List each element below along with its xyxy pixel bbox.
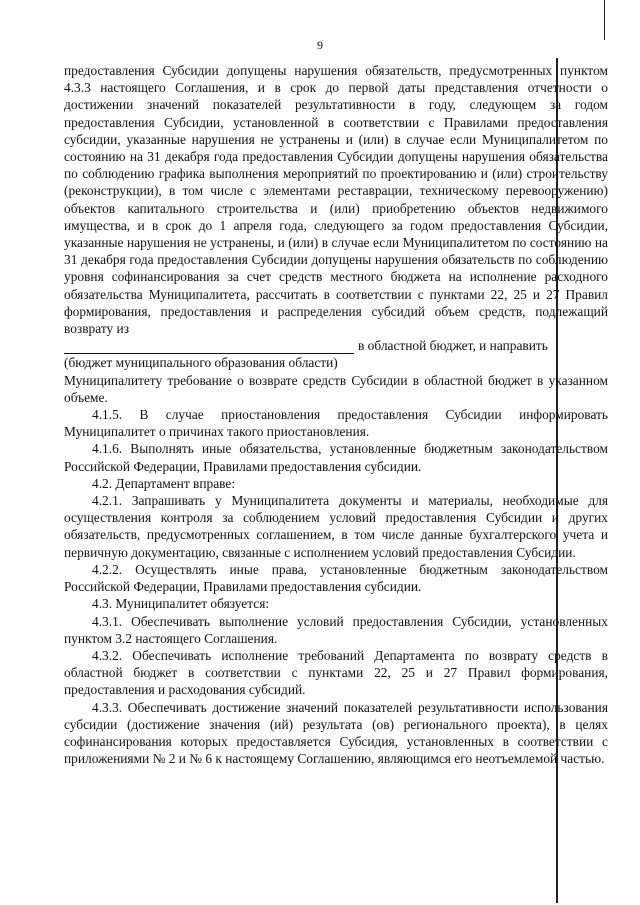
clause-4-2-2: 4.2.2. Осуществлять иные права, установленные бюджетным законодательством Российской Федерации, Правилами предоставления субсидии. <box>64 561 608 595</box>
paragraph-continuation: предоставления Субсидии допущены нарушения обязательств, предусмотренных пунктом 4.3.3 настоящего Соглашения, и в срок до первой даты представления отчетности о достижении значений показателей результативности в году, следующем за годом предоставления Субсидии, установленной в соответствии с Правилами предоставления субсидии, указанные нарушения не устранены и (или) в случае если Муниципалитетом по состоянию на 31 декабря года предоставления Субсидии допущены нарушения обязательства по соблюдению графика выполнения мероприятий по проектированию и (или) строительству (реконструкции), в том числе с элементами реставрации, техническому перевооружению) объектов капитального строительства и (или) приобретению объектов недвижимого имущества, и в срок до 1 апреля года, следующего за годом предоставления Субсидии, указанные нарушения не устранены, и (или) в случае если Муниципалитетом по состоянию на 31 декабря года предоставления Субсидии допущены нарушения обязательств по соблюдению уровня софинансирования за счет средств местного бюджета на исполнение расходного обязательства Муниципалитета, рассчитать в соответствии с пунктами 22, 25 и 27 Правил формирования, предоставления и распределения субсидий объем средств, подлежащий возврату из <box>64 63 608 337</box>
blank-field-row <box>64 337 608 354</box>
clause-4-1-5: 4.1.5. В случае приостановления предоставления Субсидии информировать Муниципалитет о причинах такого приостановления. <box>64 407 608 440</box>
scan-margin-line-top <box>604 0 605 40</box>
blank-field <box>64 340 354 354</box>
clause-4-3-2: 4.3.2. Обеспечивать исполнение требований Департамента по возврату средств в областной бюджет в соответствии с пунктами 22, 25 и 27 Правил формирования, предоставления и расходования субсидий. <box>64 647 608 698</box>
document-body <box>64 62 608 767</box>
clause-4-3-3: 4.3.3. Обеспечивать достижение значений показателей результативности использования субсидии (достижение значения (ий) результата (ов) регионального проекта), в целях софинансирования которых предоставляется Субсидия, установленных в соответствии с приложениями № 2 и № 6 к настоящему Соглашению, являющимся его неотъемлемой частью. <box>64 699 608 767</box>
clause-4-2-1: 4.2.1. Запрашивать у Муниципалитета документы и материалы, необходимые для осуществления контроля за соблюдением условий предоставления Субсидии и других обязательств, предусмотренных соглашением, в том числе данные бухгалтерского учета и первичную документацию, связанные с исполнением условий предоставления Субсидии. <box>64 493 608 560</box>
clause-4-3: 4.3. Муниципалитет обязуется: <box>92 596 270 612</box>
paragraph-after-blank: Муниципалитету требование о возврате средств Субсидии в областной бюджет в указанном объеме. <box>64 372 608 405</box>
clause-4-1-6: 4.1.6. Выполнять иные обязательства, установленные бюджетным законодательством Российской Федерации, Правилами предоставления субсидии. <box>64 441 608 474</box>
page-number: 9 <box>317 38 323 52</box>
clause-4-2: 4.2. Департамент вправе: <box>92 475 236 491</box>
blank-field-tail: в областной бюджет, и направить <box>358 338 548 354</box>
clause-4-3-1: 4.3.1. Обеспечивать выполнение условий предоставления Субсидии, установленных пунктом 3.2 настоящего Соглашения. <box>64 613 608 646</box>
blank-field-caption: (бюджет муниципального образования области) <box>64 355 338 371</box>
